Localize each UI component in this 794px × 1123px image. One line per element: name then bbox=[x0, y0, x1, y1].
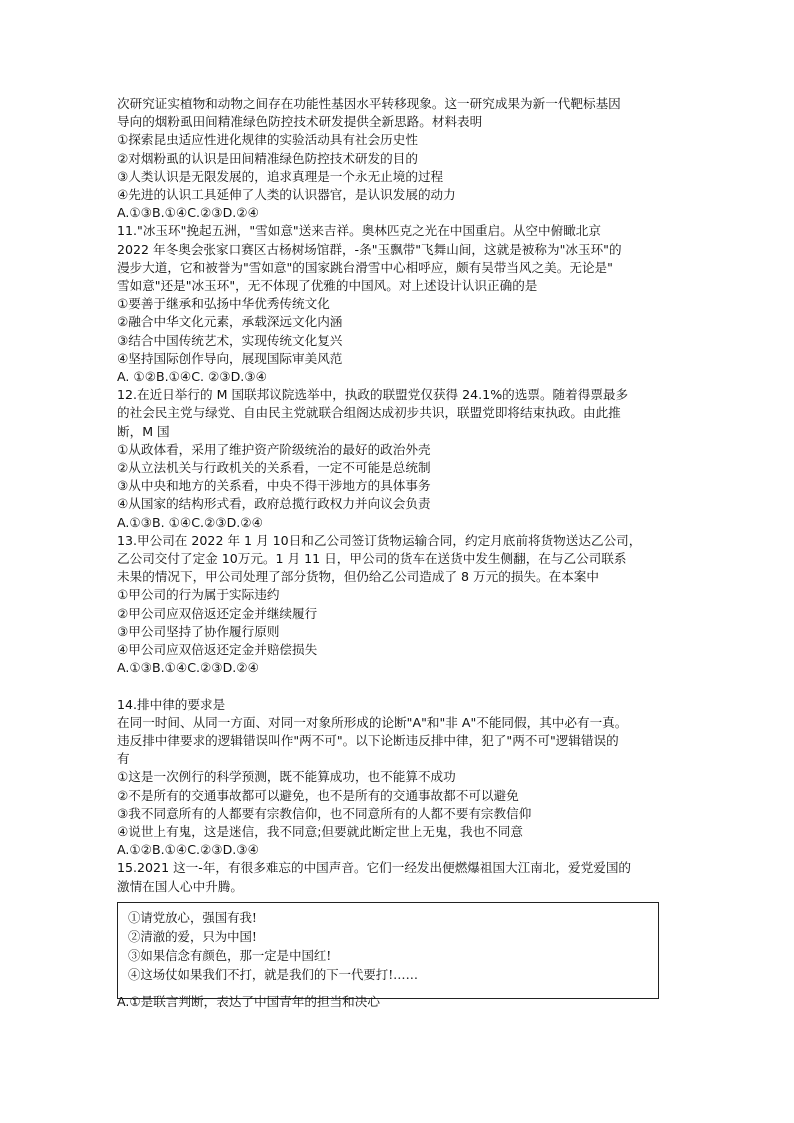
option-line: ①要善于继承和弘扬中华优秀传统文化 bbox=[117, 296, 330, 312]
question-line: 11."冰玉环"挽起五洲，"雪如意"送来吉祥。奥林匹克之光在中国重启。从空中俯瞰北京 bbox=[117, 223, 601, 239]
option-line: ④坚持国际创作导向，展现国际审美风范 bbox=[117, 350, 343, 366]
q10-intro bbox=[117, 95, 687, 131]
option-line: ④先进的认识工具延伸了人类的认识器官，是认识发展的动力 bbox=[117, 187, 456, 203]
quotes-box bbox=[117, 902, 659, 999]
question-line: 的社会民主党与绿党、自由民主党就联合组阁达成初步共识，联盟党即将结束执政。由此推 bbox=[117, 405, 621, 421]
question-line: 有 bbox=[117, 751, 130, 767]
option-line: ③从中央和地方的关系看，中央不得干涉地方的具体事务 bbox=[117, 478, 431, 494]
question-line: 激情在国人心中升腾。 bbox=[117, 878, 243, 894]
question-line: 12.在近日举行的 M 国联邦议院选举中，执政的联盟党仅获得 24.1%的选票。随着得票最多 bbox=[117, 387, 629, 403]
option-line: A.①是联言判断，表达了中国青年的担当和决心 bbox=[117, 993, 380, 1009]
question-12 bbox=[117, 386, 687, 532]
option-line: ①从政体看，采用了维护资产阶级统治的最好的政治外壳 bbox=[117, 441, 431, 457]
option-line: ②从立法机关与行政机关的关系看，一定不可能是总统制 bbox=[117, 460, 431, 476]
question-line: 在同一时间、从同一方面、对同一对象所形成的论断"A"和"非 A"不能同假，其中必有一真。 bbox=[117, 714, 628, 730]
question-11 bbox=[117, 222, 687, 386]
answer-choices: A.①②B.①④C.②③D.③④ bbox=[117, 842, 259, 858]
question-line: 漫步大道，它和被誉为"雪如意"的国家跳台滑雪中心相呼应，颇有吴带当风之美。无论是" bbox=[117, 259, 613, 275]
option-line: ②融合中华文化元素，承载深远文化内涵 bbox=[117, 314, 343, 330]
option-line: ①这是一次例行的科学预测，既不能算成功，也不能算不成功 bbox=[117, 769, 456, 785]
question-line: 15.2021 这一-年，有很多难忘的中国声音。它们一经发出便燃爆祖国大江南北，爱党爱国的 bbox=[117, 860, 632, 876]
option-line: ④从国家的结构形式看，政府总揽行政权力并向议会负责 bbox=[117, 496, 431, 512]
answer-choices: A.①③B.①④C.②③D.②④ bbox=[117, 205, 259, 221]
quote-line: ④这场仗如果我们不打，就是我们的下一代要打!…… bbox=[128, 967, 418, 983]
blank-line bbox=[117, 678, 687, 696]
option-line: ③甲公司坚持了协作履行原则 bbox=[117, 623, 280, 639]
quote-line: ②清澈的爱，只为中国! bbox=[128, 928, 257, 944]
option-line: ②甲公司应双倍返还定金并继续履行 bbox=[117, 605, 318, 621]
question-line: 乙公司交付了定金 10万元。1 月 11 日，甲公司的货车在送货中发生侧翻，在与乙公司联系 bbox=[117, 551, 627, 567]
answer-choices: A. ①②B.①④C. ②③D.③④ bbox=[117, 369, 267, 385]
option-line: ④甲公司应双倍返还定金并赔偿损失 bbox=[117, 642, 318, 658]
question-line: 14.排中律的要求是 bbox=[117, 696, 226, 712]
intro-line: 次研究证实植物和动物之间存在功能性基因水平转移现象。这一研究成果为新一代靶标基因 bbox=[117, 96, 621, 111]
question-line: 13.甲公司在 2022 年 1 月 10日和乙公司签订货物运输合同，约定月底前将货物送达乙公司， bbox=[117, 532, 642, 548]
question-line: 断，M 国 bbox=[117, 423, 170, 439]
page-content bbox=[117, 95, 687, 1011]
option-line: ④说世上有鬼，这是迷信，我不同意;但要就此断定世上无鬼，我也不同意 bbox=[117, 823, 523, 839]
option-line: ①甲公司的行为属于实际违约 bbox=[117, 587, 280, 603]
option-line: ③人类认识是无限发展的，追求真理是一个永无止境的过程 bbox=[117, 168, 444, 184]
question-13 bbox=[117, 532, 687, 678]
question-line: 2022 年冬奥会张家口赛区古杨树场馆群，-条"玉飘带"飞舞山间，这就是被称为"冰玉环"的 bbox=[117, 241, 622, 257]
answer-choices: A.①③B.①④C.②③D.②④ bbox=[117, 660, 259, 676]
question-14 bbox=[117, 696, 687, 860]
option-line: ②对烟粉虱的认识是田间精准绿色防控技术研发的目的 bbox=[117, 150, 418, 166]
option-line: ②不是所有的交通事故都可以避免，也不是所有的交通事故都不可以避免 bbox=[117, 787, 519, 803]
quote-line: ①请党放心，强国有我! bbox=[128, 909, 257, 925]
question-15 bbox=[117, 859, 687, 1011]
question-line: 违反排中律要求的逻辑错误叫作"两不可"。以下论断违反排中律，犯了"两不可"逻辑错误的 bbox=[117, 732, 619, 748]
option-line: ③我不同意所有的人都要有宗教信仰，也不同意所有的人都不要有宗教信仰 bbox=[117, 805, 532, 821]
question-line: 未果的情况下，甲公司处理了部分货物，但仍给乙公司造成了 8 万元的损失。在本案中 bbox=[117, 569, 599, 585]
option-line: ①探索昆虫适应性进化规律的实验活动具有社会历史性 bbox=[117, 132, 418, 148]
intro-line: 导向的烟粉虱田间精准绿色防控技术研发提供全新思路。材料表明 bbox=[117, 114, 483, 130]
question-line: 雪如意"还是"冰玉环"，无不体现了优雅的中国风。对上述设计认识正确的是 bbox=[117, 278, 538, 294]
q10-options bbox=[117, 131, 687, 222]
answer-choices: A.①③B. ①④C.②③D.②④ bbox=[117, 514, 263, 530]
quote-line: ③如果信念有颜色，那一定是中国红! bbox=[128, 948, 332, 964]
option-line: ③结合中国传统艺术，实现传统文化复兴 bbox=[117, 332, 343, 348]
